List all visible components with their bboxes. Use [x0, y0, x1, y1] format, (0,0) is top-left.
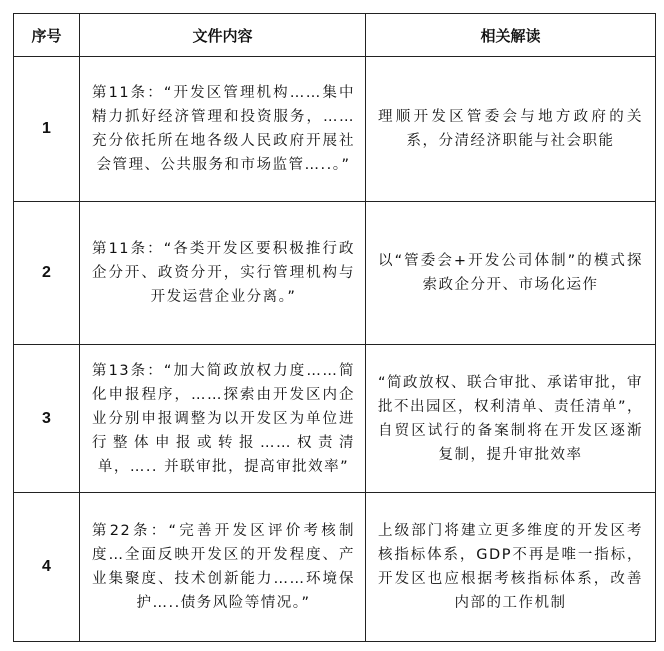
row-interpretation-cell [366, 57, 656, 202]
row-interpretation: “简政放权、联合审批、承诺审批，审批不出园区，权利清单、责任清单”，自贸区试行的备案制将在开发区逐渐复制，提升审批效率 [378, 374, 644, 463]
row-interpretation-cell [366, 345, 656, 493]
table-row [14, 57, 656, 202]
row-number: 2 [14, 202, 80, 345]
row-content-cell [80, 202, 366, 345]
row-content: 第11条：“开发区管理机构……集中精力抓好经济管理和投资服务，……充分依托所在地各级人民政府开展社会管理、公共服务和市场监管…..。” [92, 85, 355, 173]
table-row [14, 202, 656, 345]
header-interpretation: 相关解读 [366, 14, 656, 57]
row-content-cell [80, 345, 366, 493]
policy-table [13, 13, 656, 642]
table-header-row [14, 14, 656, 57]
row-interpretation-cell [366, 493, 656, 642]
row-content: 第11条：“各类开发区要积极推行政企分开、政资分开，实行管理机构与开发运营企业分离。” [92, 241, 355, 305]
table-row [14, 493, 656, 642]
header-number: 序号 [14, 14, 80, 57]
row-content: 第22条：“完善开发区评价考核制度…全面反映开发区的开发程度、产业集聚度、技术创新能力……环境保护…..债务风险等情况。” [92, 523, 355, 611]
row-content-cell [80, 493, 366, 642]
row-content: 第13条：“加大简政放权力度……简化申报程序，……探索由开发区内企业分别申报调整为以开发区为单位进行整体申报或转报……权责清单，….. 并联审批，提高审批效率” [92, 362, 355, 475]
header-content: 文件内容 [80, 14, 366, 57]
row-number: 4 [14, 493, 80, 642]
table-row [14, 345, 656, 493]
row-interpretation-cell [366, 202, 656, 345]
row-number: 1 [14, 57, 80, 202]
row-interpretation: 理顺开发区管委会与地方政府的关系，分清经济职能与社会职能 [378, 109, 643, 149]
row-content-cell [80, 57, 366, 202]
row-interpretation: 以“管委会+开发公司体制”的模式探索政企分开、市场化运作 [378, 253, 643, 293]
row-number: 3 [14, 345, 80, 493]
row-interpretation: 上级部门将建立更多维度的开发区考核指标体系，GDP不再是唯一指标，开发区也应根据考核指标体系，改善内部的工作机制 [378, 523, 643, 611]
